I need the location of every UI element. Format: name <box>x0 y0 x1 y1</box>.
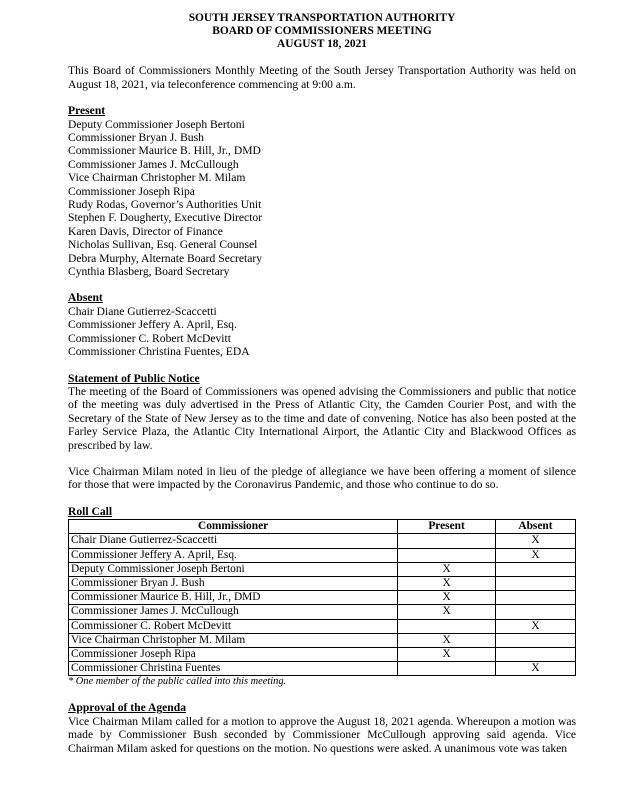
absent-section <box>68 291 576 358</box>
public-notice-section <box>68 372 576 492</box>
present-cell: X <box>398 562 496 576</box>
absent-title: Absent <box>68 291 103 305</box>
list-item: Commissioner C. Robert McDevitt <box>68 331 231 345</box>
agenda-title: Approval of the Agenda <box>68 701 186 715</box>
document-header <box>68 12 576 50</box>
commissioner-cell: Commissioner Maurice B. Hill, Jr., DMD <box>69 591 398 605</box>
table-row <box>69 534 576 548</box>
moment-of-silence-text: Vice Chairman Milam noted in lieu of the pledge of allegiance we have been offering a moment of silence for those that were impacted by the Coronavirus Pandemic, and those who continue to do so. <box>68 464 576 492</box>
roll-call-title: Roll Call <box>68 504 113 518</box>
roll-call-section <box>68 505 576 689</box>
list-item: Commissioner Jeffery A. April, Esq. <box>68 318 237 332</box>
table-row <box>69 648 576 662</box>
absent-cell <box>495 605 575 619</box>
present-list <box>68 118 576 279</box>
table-row <box>69 633 576 647</box>
list-item: Rudy Rodas, Governor’s Authorities Unit <box>68 198 262 212</box>
list-item: Commissioner James J. McCullough <box>68 157 239 171</box>
present-section <box>68 104 576 278</box>
list-item: Chair Diane Gutierrez-Scaccetti <box>68 304 217 318</box>
commissioner-cell: Commissioner Bryan J. Bush <box>69 576 398 590</box>
roll-call-note: * One member of the public called into this meeting. <box>68 676 287 688</box>
absent-cell <box>495 562 575 576</box>
present-cell <box>398 548 496 562</box>
document-page <box>68 12 576 755</box>
table-row <box>69 605 576 619</box>
header-date: AUGUST 18, 2021 <box>277 37 367 50</box>
commissioner-cell: Vice Chairman Christopher M. Milam <box>69 633 398 647</box>
public-notice-text: The meeting of the Board of Commissioners was opened advising the Commissioners and public that notice of the meeting was duly advertised in the Press of Atlantic City, the Camden Courier Post, and with the Secretary of the State of New Jersey as to the time and date of convening. Notice has also been posted at the Farley Service Plaza, the Atlantic City International Airport, the Atlantic City and Blackwood Offices as prescribed by law. <box>68 384 576 452</box>
absent-cell: X <box>495 662 575 676</box>
header-org: SOUTH JERSEY TRANSPORTATION AUTHORITY <box>188 12 456 24</box>
present-cell <box>398 619 496 633</box>
present-cell <box>398 662 496 676</box>
list-item: Karen Davis, Director of Finance <box>68 224 223 238</box>
column-header-commissioner: Commissioner <box>69 520 398 534</box>
list-item: Commissioner Joseph Ripa <box>68 184 195 198</box>
roll-call-table <box>68 519 576 676</box>
table-row <box>69 591 576 605</box>
absent-cell <box>495 576 575 590</box>
list-item: Deputy Commissioner Joseph Bertoni <box>68 117 245 131</box>
absent-cell: X <box>495 534 575 548</box>
column-header-present: Present <box>398 520 496 534</box>
header-meeting: BOARD OF COMMISSIONERS MEETING <box>212 24 432 37</box>
absent-cell <box>495 633 575 647</box>
list-item: Debra Murphy, Alternate Board Secretary <box>68 251 263 265</box>
commissioner-cell: Commissioner James J. McCullough <box>69 605 398 619</box>
agenda-text: Vice Chairman Milam called for a motion to approve the August 18, 2021 agenda. Whereupon a motion was made by Commissioner Bush seconded by Commissioner McCullough approving said agenda. Vice Chairman Milam asked for questions on the motion. No questions were asked. A unanimous vote was taken <box>68 714 576 755</box>
present-cell: X <box>398 648 496 662</box>
present-cell: X <box>398 576 496 590</box>
absent-cell <box>495 648 575 662</box>
roll-call-header-row <box>69 520 576 534</box>
commissioner-cell: Commissioner Christina Fuentes <box>69 662 398 676</box>
commissioner-cell: Chair Diane Gutierrez-Scaccetti <box>69 534 398 548</box>
commissioner-cell: Commissioner C. Robert McDevitt <box>69 619 398 633</box>
intro-paragraph: This Board of Commissioners Monthly Meeting of the South Jersey Transportation Authority was held on August 18, 2021, via teleconference commencing at 9:00 a.m. <box>68 64 576 91</box>
list-item: Cynthia Blasberg, Board Secretary <box>68 265 230 279</box>
table-row <box>69 562 576 576</box>
absent-cell <box>495 591 575 605</box>
present-cell: X <box>398 605 496 619</box>
present-cell <box>398 534 496 548</box>
table-row <box>69 548 576 562</box>
commissioner-cell: Commissioner Joseph Ripa <box>69 648 398 662</box>
agenda-section <box>68 701 576 755</box>
table-row <box>69 576 576 590</box>
table-row <box>69 662 576 676</box>
absent-cell: X <box>495 619 575 633</box>
list-item: Vice Chairman Christopher M. Milam <box>68 171 246 185</box>
present-title: Present <box>68 104 106 118</box>
present-cell: X <box>398 633 496 647</box>
list-item: Commissioner Maurice B. Hill, Jr., DMD <box>68 144 261 158</box>
present-cell: X <box>398 591 496 605</box>
commissioner-cell: Commissioner Jeffery A. April, Esq. <box>69 548 398 562</box>
table-row <box>69 619 576 633</box>
absent-list <box>68 305 576 359</box>
list-item: Commissioner Christina Fuentes, EDA <box>68 345 250 359</box>
list-item: Commissioner Bryan J. Bush <box>68 131 204 145</box>
public-notice-title: Statement of Public Notice <box>68 371 200 385</box>
list-item: Stephen F. Dougherty, Executive Director <box>68 211 263 225</box>
absent-cell: X <box>495 548 575 562</box>
column-header-absent: Absent <box>495 520 575 534</box>
list-item: Nicholas Sullivan, Esq. General Counsel <box>68 238 258 252</box>
commissioner-cell: Deputy Commissioner Joseph Bertoni <box>69 562 398 576</box>
